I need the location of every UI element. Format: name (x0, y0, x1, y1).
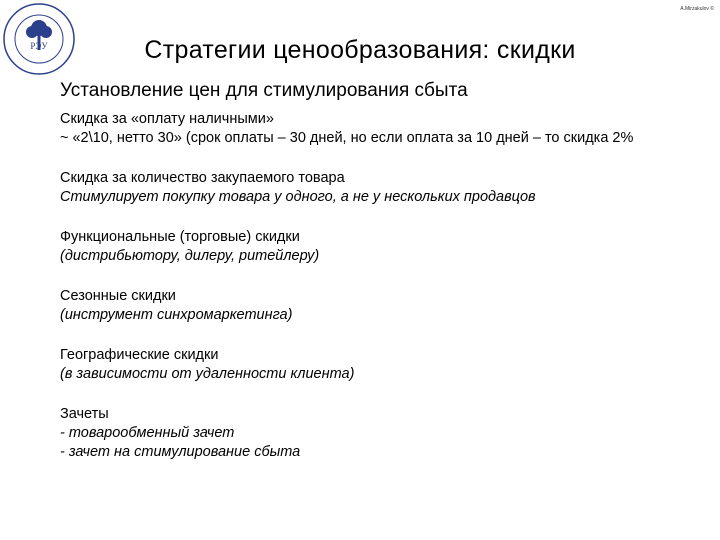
discount-item-description: (инструмент синхромаркетинга) (60, 307, 293, 323)
slide-title: Стратегии ценообразования: скидки (144, 36, 576, 64)
copyright-mark: A.Mirzakulov © (680, 6, 714, 12)
discount-item-heading: Скидка за количество закупаемого товара (60, 170, 345, 186)
discount-item-description: Стимулирует покупку товара у одного, а не у нескольких продавцов (60, 189, 536, 205)
discount-item (60, 346, 700, 384)
discount-item-heading: Функциональные (торговые) скидки (60, 229, 300, 245)
discount-item-description: - товарообменный зачет (60, 425, 235, 441)
discount-item (60, 405, 700, 462)
logo-text: РЭУ (30, 41, 48, 51)
discount-item (60, 169, 700, 207)
discount-item (60, 228, 700, 266)
discount-item-description: - зачет на стимулирование сбыта (60, 444, 301, 460)
discount-item (60, 110, 700, 148)
discount-item-heading: Сезонные скидки (60, 288, 176, 304)
discount-item-description: (в зависимости от удаленности клиента) (60, 366, 355, 382)
discount-item-heading: Зачеты (60, 406, 109, 422)
discount-list (60, 110, 700, 483)
discount-item-description: ~ «2\10, нетто 30» (срок оплаты – 30 дней, но если оплата за 10 дней – то скидка 2% (60, 130, 634, 146)
discount-item-description: (дистрибьютору, дилеру, ритейлеру) (60, 248, 320, 264)
discount-item (60, 287, 700, 325)
slide-subtitle: Установление цен для стимулирования сбыта (60, 80, 468, 101)
discount-item-heading: Географические скидки (60, 347, 219, 363)
discount-item-heading: Скидка за «оплату наличными» (60, 111, 274, 127)
